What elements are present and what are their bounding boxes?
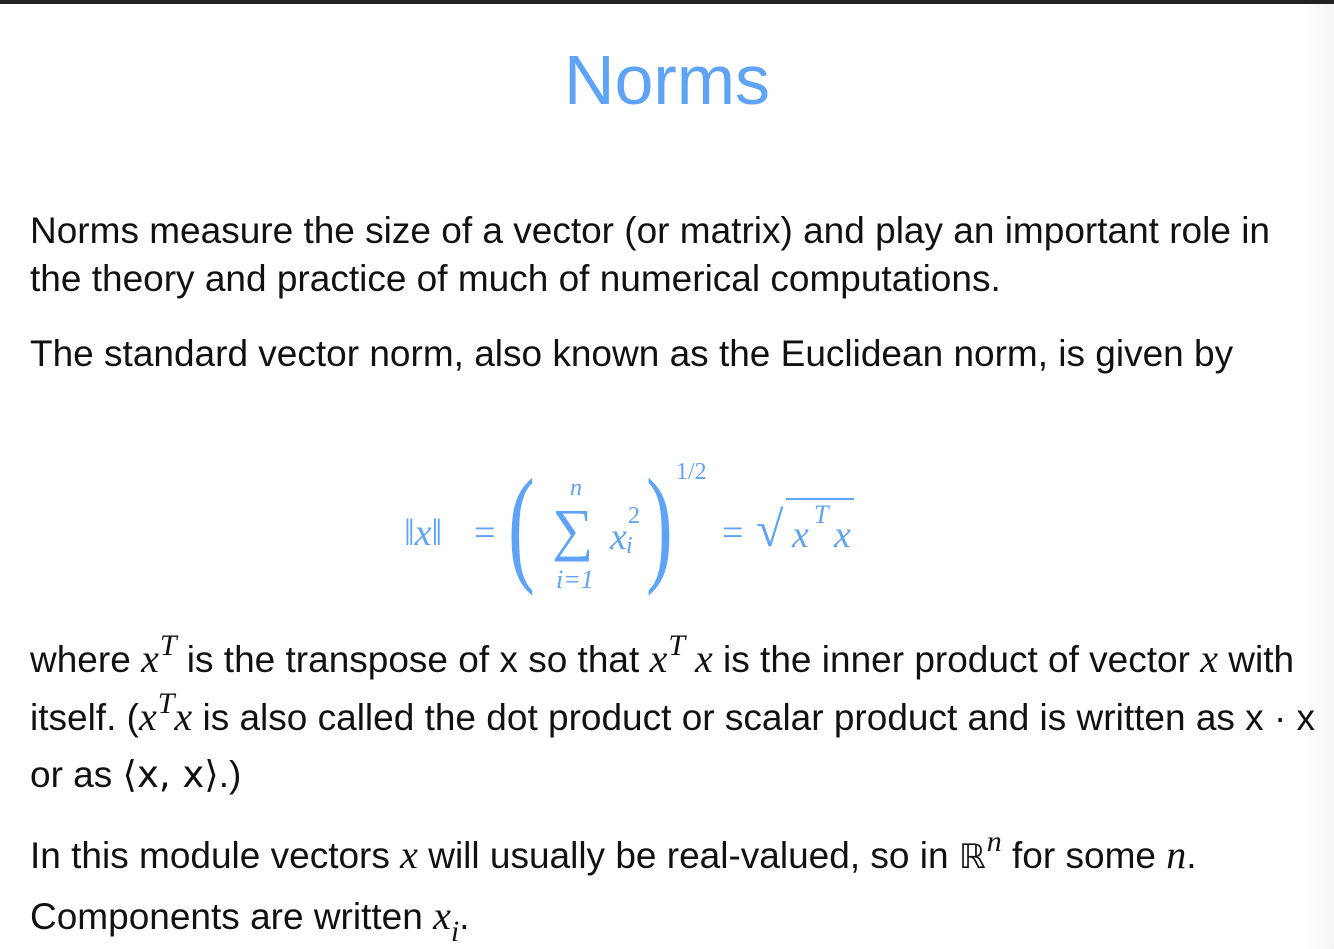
formula-sum-lower: i=1 (556, 565, 594, 594)
formula-left-paren: ( (508, 453, 535, 597)
paragraph-euclidean-norm: The standard vector norm, also known as the Euclidean norm, is given by (30, 333, 1234, 374)
math-xT-x-2: $x^Tx$ (138, 687, 193, 739)
formula-outer-exponent: 1/2 (676, 459, 707, 485)
p3-text-4: with itself. ( (30, 639, 1295, 738)
p4-text-3: for some (1001, 835, 1167, 876)
formula-sum-upper: n (570, 475, 582, 501)
p4-text-4: . Components are written (30, 835, 1197, 937)
math-R-n: ℝ$^n$ (958, 825, 1002, 877)
math-x: x (1200, 636, 1218, 681)
formula-radicand-x2: x (834, 514, 851, 556)
formula-radicand-sup: T (814, 500, 829, 529)
formula-right-paren: ) (646, 453, 673, 597)
p3-text-2: is the transpose of x so that (176, 639, 650, 680)
formula-radicand-x: x (792, 514, 809, 556)
math-x-sub-i: $x_i$ (433, 893, 460, 948)
formula-equals-2: = (722, 512, 744, 554)
formula-term-x: x (610, 516, 627, 558)
paragraph-transpose-inner-product (30, 629, 1320, 802)
formula-sigma: ∑ (552, 497, 594, 562)
formula-radical-bar (786, 498, 854, 502)
page-edge-shade (1300, 4, 1334, 949)
p3-text-7: .) (218, 754, 242, 795)
slide-title: Norms (563, 41, 771, 119)
euclidean-norm-formula (0, 4, 1334, 949)
math-n: n (1166, 832, 1187, 877)
math-x-vector: x (400, 832, 418, 877)
paragraph-real-valued-vectors (30, 826, 1320, 948)
formula-term-sup: 2 (628, 503, 640, 529)
p3-text-3: is the inner product of vector (712, 639, 1201, 680)
math-xT-x: $x^T$ x (649, 629, 713, 681)
formula-lhs-norm: ‖x‖ (404, 512, 443, 554)
math-x-transpose: $x^T$ (141, 629, 177, 681)
formula-term-sub: i (626, 533, 633, 559)
p3-angle-inner: ⟨x, x⟩ (122, 753, 219, 796)
p4-text-2: will usually be real-valued, so in (417, 835, 959, 876)
formula-equals-1: = (474, 512, 496, 554)
formula-radical: √ (756, 501, 784, 557)
p3-text-5: is also called the dot product or scalar product and is written as x · x or as (30, 697, 1316, 795)
p4-text-1: In this module vectors (30, 835, 401, 876)
paragraph-norms-intro: Norms measure the size of a vector (or matrix) and play an important role in the theory and practice of much of numerical computations. (30, 210, 1270, 299)
p4-text-5: . (459, 896, 470, 937)
p3-text-1: where (30, 639, 142, 680)
